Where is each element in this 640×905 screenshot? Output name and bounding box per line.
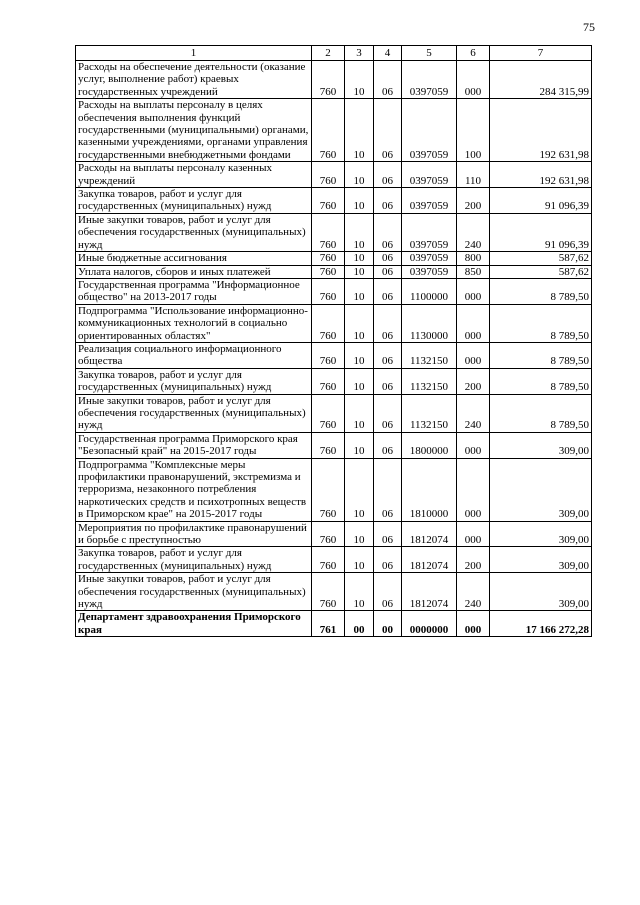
table-row [76,394,592,432]
cell-amount: 309,00 [490,521,592,547]
cell-subsection: 06 [374,162,402,188]
cell-expense-type: 110 [457,162,490,188]
cell-ministry: 760 [312,368,345,394]
cell-amount: 8 789,50 [490,394,592,432]
cell-section: 10 [345,368,374,394]
cell-section: 10 [345,432,374,458]
col-header-1: 1 [76,46,312,61]
cell-name: Закупка товаров, работ и услуг для государственных (муниципальных) нужд [76,547,312,573]
cell-section: 10 [345,61,374,99]
col-header-5: 5 [402,46,457,61]
cell-expense-type: 000 [457,521,490,547]
cell-ministry: 760 [312,342,345,368]
cell-target: 1132150 [402,342,457,368]
cell-name: Подпрограмма "Комплексные меры профилактики правонарушений, экстремизма и терроризма, незаконного потребления наркотических средств и психотропных веществ в Приморском крае" на 2015-2017 годы [76,458,312,521]
cell-subsection: 06 [374,432,402,458]
cell-section: 10 [345,458,374,521]
cell-subsection: 06 [374,61,402,99]
cell-expense-type: 850 [457,265,490,278]
cell-target: 1812074 [402,573,457,611]
cell-ministry: 760 [312,458,345,521]
cell-name: Расходы на обеспечение деятельности (оказание услуг, выполнение работ) краевых государственных учреждений [76,61,312,99]
cell-expense-type: 000 [457,61,490,99]
cell-expense-type: 240 [457,213,490,251]
table-row [76,213,592,251]
cell-subsection: 06 [374,213,402,251]
table-row [76,162,592,188]
cell-name: Расходы на выплаты персоналу казенных учреждений [76,162,312,188]
cell-amount: 309,00 [490,432,592,458]
cell-target: 1800000 [402,432,457,458]
cell-ministry: 760 [312,61,345,99]
cell-subsection: 06 [374,521,402,547]
cell-amount: 8 789,50 [490,368,592,394]
table-row [76,99,592,162]
table-body [76,61,592,637]
cell-subsection: 06 [374,394,402,432]
cell-subsection: 06 [374,265,402,278]
cell-section: 10 [345,342,374,368]
cell-amount: 192 631,98 [490,99,592,162]
cell-subsection: 06 [374,252,402,265]
table-row [76,252,592,265]
table-row [76,188,592,214]
cell-ministry: 760 [312,188,345,214]
cell-name: Расходы на выплаты персоналу в целях обеспечения выполнения функций государственными (муниципальными) органами, казенными учреждениями, органами управления государственными внебюджетными фондами [76,99,312,162]
cell-section: 10 [345,394,374,432]
cell-expense-type: 200 [457,188,490,214]
cell-section: 10 [345,265,374,278]
cell-section: 10 [345,99,374,162]
cell-expense-type: 240 [457,573,490,611]
cell-expense-type: 000 [457,611,490,637]
cell-name: Закупка товаров, работ и услуг для государственных (муниципальных) нужд [76,368,312,394]
cell-expense-type: 000 [457,342,490,368]
cell-section: 10 [345,573,374,611]
budget-table [75,45,592,637]
cell-name: Государственная программа "Информационное общество" на 2013-2017 годы [76,278,312,304]
cell-section: 10 [345,213,374,251]
table-row [76,304,592,342]
cell-ministry: 760 [312,213,345,251]
table-row [76,265,592,278]
cell-ministry: 760 [312,265,345,278]
cell-section: 10 [345,188,374,214]
cell-amount: 8 789,50 [490,304,592,342]
cell-amount: 309,00 [490,573,592,611]
cell-ministry: 761 [312,611,345,637]
cell-subsection: 06 [374,547,402,573]
cell-expense-type: 200 [457,368,490,394]
cell-name: Государственная программа Приморского края "Безопасный край" на 2015-2017 годы [76,432,312,458]
table-row [76,432,592,458]
col-header-6: 6 [457,46,490,61]
cell-amount: 309,00 [490,458,592,521]
cell-section: 10 [345,547,374,573]
cell-subsection: 06 [374,573,402,611]
cell-target: 1132150 [402,368,457,394]
cell-amount: 587,62 [490,265,592,278]
col-header-3: 3 [345,46,374,61]
cell-section: 10 [345,162,374,188]
cell-expense-type: 200 [457,547,490,573]
col-header-2: 2 [312,46,345,61]
table-row [76,278,592,304]
cell-subsection: 06 [374,278,402,304]
cell-target: 1130000 [402,304,457,342]
cell-target: 1810000 [402,458,457,521]
cell-subsection: 06 [374,188,402,214]
cell-subsection: 06 [374,304,402,342]
cell-name: Иные бюджетные ассигнования [76,252,312,265]
cell-subsection: 06 [374,99,402,162]
cell-ministry: 760 [312,573,345,611]
table-row [76,368,592,394]
table-row [76,573,592,611]
cell-subsection: 06 [374,342,402,368]
table-row [76,611,592,637]
cell-ministry: 760 [312,162,345,188]
cell-ministry: 760 [312,278,345,304]
cell-target: 1100000 [402,278,457,304]
table-row [76,61,592,99]
cell-subsection: 06 [374,458,402,521]
cell-ministry: 760 [312,99,345,162]
cell-expense-type: 000 [457,304,490,342]
cell-target: 0397059 [402,99,457,162]
cell-ministry: 760 [312,521,345,547]
cell-target: 1812074 [402,547,457,573]
cell-amount: 309,00 [490,547,592,573]
cell-target: 0397059 [402,265,457,278]
cell-target: 0397059 [402,213,457,251]
cell-section: 10 [345,304,374,342]
cell-amount: 8 789,50 [490,342,592,368]
cell-section: 00 [345,611,374,637]
col-header-7: 7 [490,46,592,61]
cell-expense-type: 800 [457,252,490,265]
cell-expense-type: 000 [457,458,490,521]
cell-target: 0397059 [402,61,457,99]
cell-target: 1812074 [402,521,457,547]
cell-expense-type: 000 [457,278,490,304]
header-row [76,46,592,61]
table-row [76,458,592,521]
cell-target: 0397059 [402,252,457,265]
cell-target: 0000000 [402,611,457,637]
cell-subsection: 00 [374,611,402,637]
table-row [76,342,592,368]
cell-name: Закупка товаров, работ и услуг для государственных (муниципальных) нужд [76,188,312,214]
page-number: 75 [583,20,595,34]
cell-target: 1132150 [402,394,457,432]
cell-expense-type: 000 [457,432,490,458]
cell-ministry: 760 [312,252,345,265]
cell-name: Мероприятия по профилактике правонарушений и борьбе с преступностью [76,521,312,547]
cell-target: 0397059 [402,162,457,188]
cell-target: 0397059 [402,188,457,214]
cell-ministry: 760 [312,547,345,573]
cell-section: 10 [345,252,374,265]
cell-section: 10 [345,521,374,547]
cell-name: Департамент здравоохранения Приморского края [76,611,312,637]
cell-name: Уплата налогов, сборов и иных платежей [76,265,312,278]
cell-ministry: 760 [312,394,345,432]
cell-expense-type: 240 [457,394,490,432]
cell-expense-type: 100 [457,99,490,162]
cell-subsection: 06 [374,368,402,394]
col-header-4: 4 [374,46,402,61]
cell-name: Реализация социального информационного общества [76,342,312,368]
cell-section: 10 [345,278,374,304]
cell-amount: 284 315,99 [490,61,592,99]
cell-amount: 587,62 [490,252,592,265]
cell-amount: 91 096,39 [490,188,592,214]
cell-name: Иные закупки товаров, работ и услуг для обеспечения государственных (муниципальных) нужд [76,573,312,611]
cell-amount: 192 631,98 [490,162,592,188]
cell-name: Иные закупки товаров, работ и услуг для обеспечения государственных (муниципальных) нужд [76,394,312,432]
cell-amount: 91 096,39 [490,213,592,251]
cell-amount: 17 166 272,28 [490,611,592,637]
table-row [76,547,592,573]
cell-ministry: 760 [312,304,345,342]
cell-name: Подпрограмма "Использование информационно-коммуникационных технологий в социально ориентированных областях" [76,304,312,342]
cell-name: Иные закупки товаров, работ и услуг для обеспечения государственных (муниципальных) нужд [76,213,312,251]
cell-amount: 8 789,50 [490,278,592,304]
table-row [76,521,592,547]
cell-ministry: 760 [312,432,345,458]
